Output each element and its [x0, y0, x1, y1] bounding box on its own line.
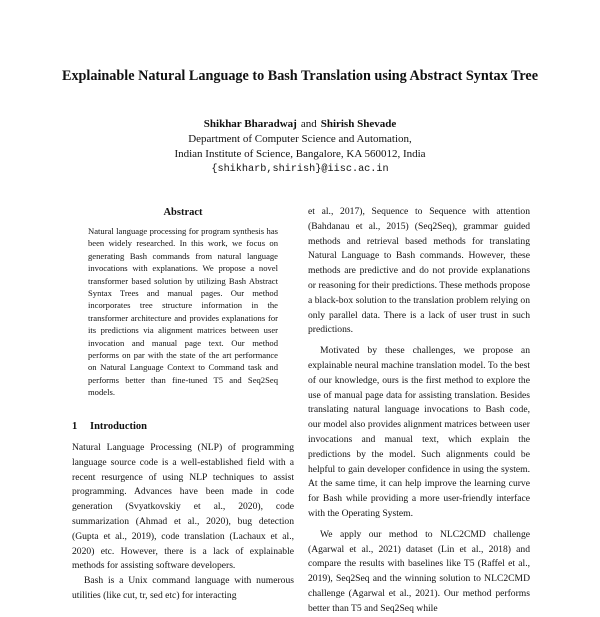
- author-names-line: [60, 117, 540, 132]
- section-number: 1: [72, 421, 78, 432]
- right-paragraph-3: We apply our method to NLC2CMD challenge (Agarwal et al., 2021) dataset (Lin et al., 2018) and compare the results with baselines like T5 (Raffel et al., 2019), Seq2Seq and the winning solution to NLC2CMD challenge (Agarwal et al., 2021). Our method performs better than T5 and Seq2Seq while: [308, 528, 530, 614]
- author-email: {shikharb,shirish}@iisc.ac.in: [211, 164, 389, 175]
- author-block: [60, 117, 540, 177]
- right-paragraph-2: Motivated by these challenges, we propose an explainable neural machine translation model. To the best of our knowledge, ours is the first method to explore the use of manual page data for assisting translation. Besides translating natural language invocations to Bash code, our model also provides alignment matrices between user invocations and manual text, which explain the predictions by the model. Such alignments could be helpful to gain developer confidence in using the system. At the same time, it can help improve the learning curve for Bash while providing a more user-friendly interface with the Operating System.: [308, 345, 530, 519]
- intro-paragraph-2: Bash is a Unix command language with numerous utilities (like cut, tr, sed etc) for interacting: [72, 575, 294, 601]
- author-department: Department of Computer Science and Automation,: [188, 133, 412, 145]
- abstract-text: Natural language processing for program synthesis has been widely researched. In this work, we focus on generating Bash commands from natural language invocations with explanations. We propose a novel transformer based solution by utilizing Bash Abstract Syntax Trees and manual pages. Our method incorporates tree structure information in the transformer architecture and provides explanations for its predictions via alignment matrices between user invocation and manual page text. Our method performs on par with the state of the art performance on Natural Language Context to Command task and performs better than fine-tuned T5 and Seq2Seq models.: [88, 226, 278, 398]
- paper-title: Explainable Natural Language to Bash Translation using Abstract Syntax Tree: [61, 68, 538, 84]
- left-column-body: [72, 441, 294, 604]
- right-column-body: [308, 205, 530, 617]
- author-institution: Indian Institute of Science, Bangalore, KA 560012, India: [174, 148, 426, 160]
- author-name-2: Shirish Shevade: [320, 118, 397, 130]
- section-title: Introduction: [90, 421, 147, 432]
- author-conjunction: and: [300, 118, 317, 130]
- section-heading-introduction: [72, 420, 292, 434]
- right-paragraph-1: et al., 2017), Sequence to Sequence with attention (Bahdanau et al., 2015) (Seq2Seq), grammar guided methods and retrieval based methods for translating Natural Language to Bash commands. However, these methods are predictive and do not provide explanations or reasoning for their predictions. These methods propose a black-box solution to the translation problem relying on only parallel data. There is a lack of user trust in such predictions.: [308, 206, 530, 336]
- abstract-heading: Abstract: [163, 207, 203, 218]
- author-name-1: Shikhar Bharadwaj: [203, 118, 297, 130]
- intro-paragraph-1: Natural Language Processing (NLP) of programming language source code is a well-established field with a recent resurgence of using NLP techniques to assist programming. Advances have been made in code generation (Svyatkovskiy et al., 2020), code summarization (Ahmad et al., 2020), bug detection (Gupta et al., 2019), code translation (Lachaux et al., 2020) etc. However, there is a lack of explainable methods for assisting software developers.: [72, 442, 294, 572]
